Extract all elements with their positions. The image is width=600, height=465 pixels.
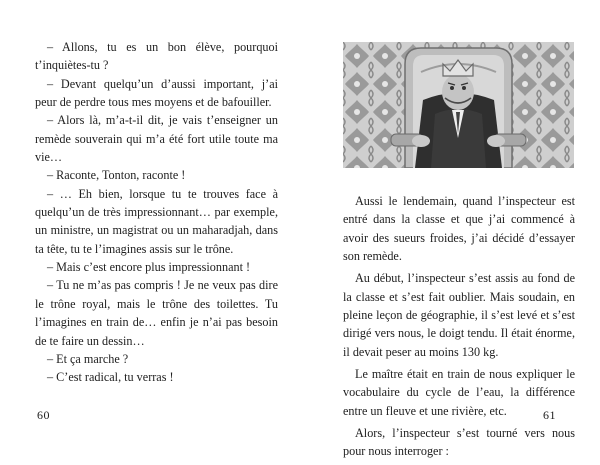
paragraph: – Devant quelqu’un d’aussi important, j’ai peur de perdre tous mes moyens et de bafouiller. (35, 76, 278, 110)
paragraph: – Et ça marche ? (47, 351, 129, 366)
page-number: 61 (543, 408, 556, 422)
paragraph: – … Eh bien, lorsque tu te trouves face à quelqu’un de très impressionnant… par exemple, un ministre, un magistrat ou un maharadjah, dans ta tête, tu te l’imagines assis sur le trône. (35, 186, 278, 256)
paragraph: – Raconte, Tonton, raconte ! (47, 168, 186, 183)
right-page-text (343, 192, 575, 465)
left-page-text (35, 38, 278, 387)
paragraph: Aussi le lendemain, quand l’inspecteur est entré dans la classe et que j’ai commencé à avoir des sueurs froides, j’ai décidé d’essayer son remède. (343, 194, 575, 264)
throne-illustration (343, 42, 574, 168)
king-on-throne-image (343, 42, 574, 168)
paragraph: Le maître était en train de nous expliquer le vocabulaire du cycle de l’eau, la différence entre un fleuve et une rivière, etc. (343, 367, 575, 418)
paragraph: – Alors là, m’a-t-il dit, je vais t’enseigner un remède souverain qui m’a été fort utile toute ma vie… (35, 113, 278, 165)
paragraph: – Mais c’est encore plus impressionnant ! (47, 260, 251, 275)
paragraph: – Tu ne m’as pas compris ! Je ne veux pas dire le trône royal, mais le trône des toilettes. Tu l’imagines en train de… enfin je n’ai pas besoin de te faire un dessin… (35, 278, 278, 348)
right-page (300, 0, 600, 459)
page-number: 60 (37, 408, 50, 422)
paragraph: Alors, l’inspecteur s’est tourné vers nous pour nous interroger : (343, 426, 575, 459)
paragraph: – Allons, tu es un bon élève, pourquoi t’inquiètes-tu ? (35, 40, 278, 73)
left-page (0, 0, 300, 450)
paragraph: Au début, l’inspecteur s’est assis au fond de la classe et s’est fait oublier. Mais soudain, en pleine leçon de géographie, il s’est levé et s’est dirigé vers nous, le doigt tendu. Il était énorme, il devait peser au moins 130 kg. (343, 271, 575, 359)
paragraph: – C’est radical, tu verras ! (47, 370, 174, 385)
